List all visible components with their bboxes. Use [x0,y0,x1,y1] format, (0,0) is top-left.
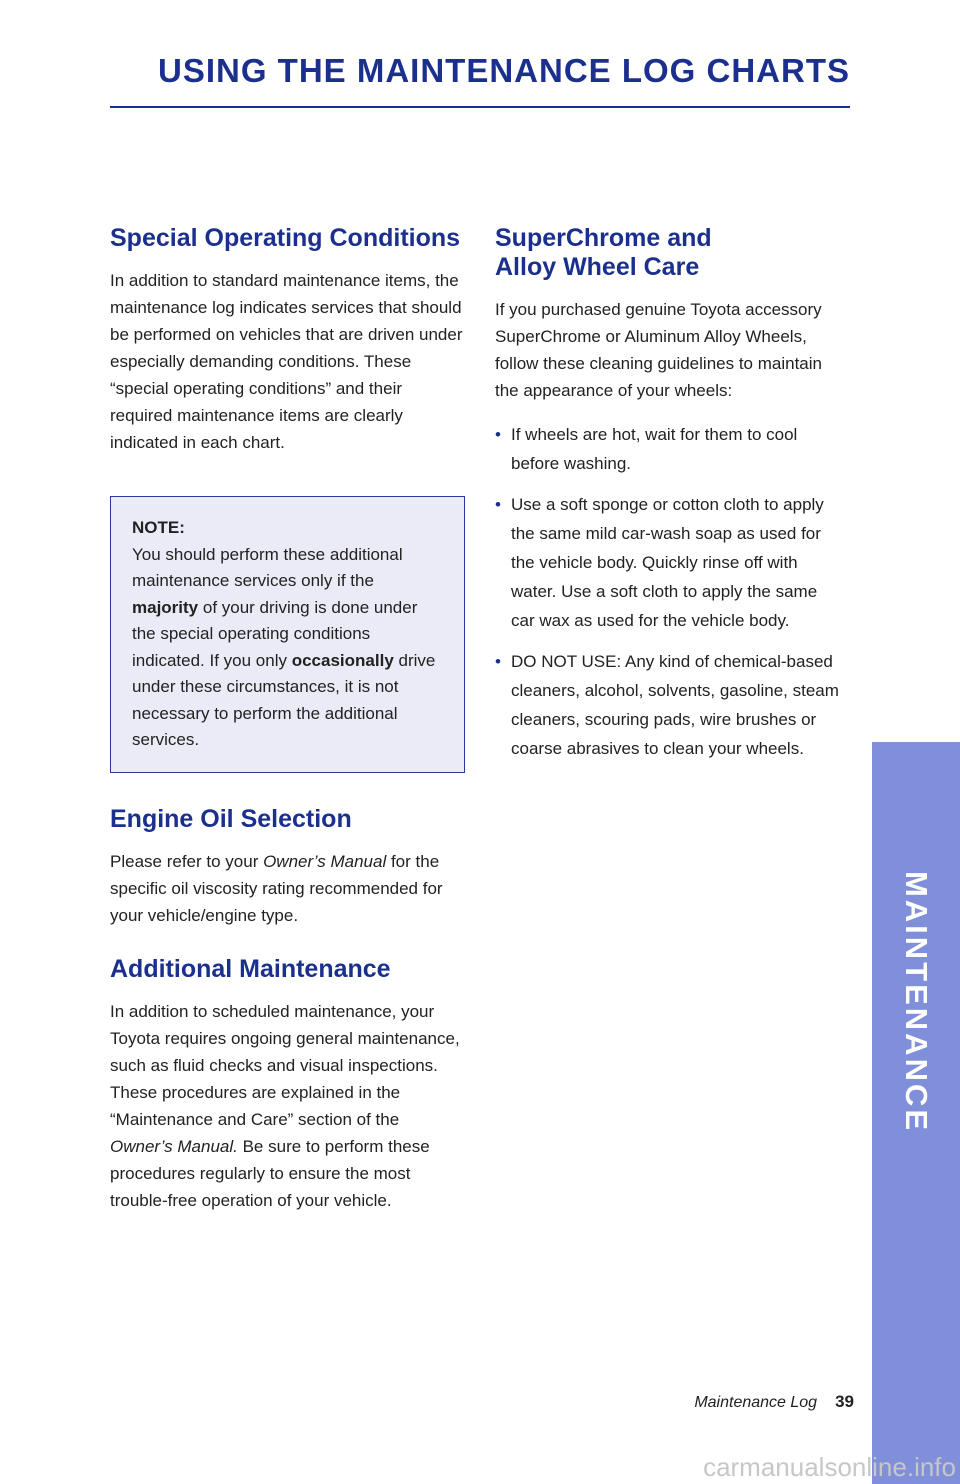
additional-maintenance-text-1: In addition to scheduled maintenance, your Toyota requires ongoing general maintenance, such as fluid checks and visual inspections. These procedures are explained in the “Maintenance and Care” section of the [110,1001,460,1129]
side-tab-label: MAINTENANCE [899,870,934,1134]
page-title: USING THE MAINTENANCE LOG CHARTS [158,52,850,89]
engine-oil-section [110,805,465,929]
engine-oil-text-1: Please refer to your [110,851,264,871]
note-body [132,542,444,754]
additional-maintenance-text-2: Be sure to perform these procedures regularly to ensure the most trouble-free operation of your vehicle. [110,1136,430,1210]
special-conditions-heading: Special Operating Conditions [110,224,461,252]
bullet-icon: • [495,425,501,444]
footer-label: Maintenance Log [694,1394,818,1411]
note-text-2: of your driving is done under the special operating conditions indicated. If you only [132,597,418,670]
wheel-care-heading [495,224,840,282]
note-text-3: drive under these circumstances, it is not necessary to perform the additional services. [132,650,436,749]
engine-oil-heading: Engine Oil Selection [110,804,352,833]
section-side-tab [872,742,960,1484]
note-title: NOTE: [132,518,185,537]
wheel-care-heading-line-1: SuperChrome and [495,224,712,252]
note-bold-occasionally: occasionally [291,650,394,670]
engine-oil-text-2: for the specific oil viscosity rating recommended for your vehicle/engine type. [110,851,443,925]
left-column [110,224,465,1214]
list-item [495,490,840,635]
page-number: 39 [835,1392,854,1411]
page-footer [694,1392,854,1412]
additional-maintenance-heading: Additional Maintenance [110,954,391,983]
owners-manual-reference: Owner’s Manual. [110,1136,238,1156]
list-item-text: DO NOT USE: Any kind of chemical-based cleaners, alcohol, solvents, gasoline, steam cleaners, scouring pads, wire brushes or coarse abrasives to clean your wheels. [511,652,839,758]
special-conditions-section [110,224,465,456]
additional-maintenance-body [110,998,465,1214]
wheel-care-heading-line-2: Alloy Wheel Care [495,253,700,281]
note-text-1: You should perform these additional maintenance services only if the [132,544,403,590]
additional-maintenance-section [110,955,465,1214]
note-bold-majority: majority [132,597,199,617]
engine-oil-body [110,848,465,929]
list-item-text: Use a soft sponge or cotton cloth to apply the same mild car-wash soap as used for the vehicle body. Quickly rinse off with water. Use a soft cloth to apply the same car wax as used for the vehicle body. [511,495,824,630]
title-divider [110,106,850,108]
list-item [495,647,840,763]
right-column [495,224,840,775]
special-conditions-body: In addition to standard maintenance items, the maintenance log indicates services that should be performed on vehicles that are driven under especially demanding conditions. These “special operating conditions” and their required maintenance items are clearly indicated in each chart. [110,271,463,452]
wheel-care-list [495,420,840,763]
wheel-care-section [495,224,840,763]
owners-manual-reference: Owner’s Manual [263,851,387,871]
bullet-icon: • [495,495,501,514]
bullet-icon: • [495,652,501,671]
list-item [495,420,840,478]
list-item-text: If wheels are hot, wait for them to cool before washing. [511,425,798,473]
wheel-care-intro: If you purchased genuine Toyota accessory SuperChrome or Aluminum Alloy Wheels, follow these cleaning guidelines to maintain the appearance of your wheels: [495,300,822,400]
watermark: carmanualsonline.info [703,1452,956,1482]
note-box [110,496,465,773]
